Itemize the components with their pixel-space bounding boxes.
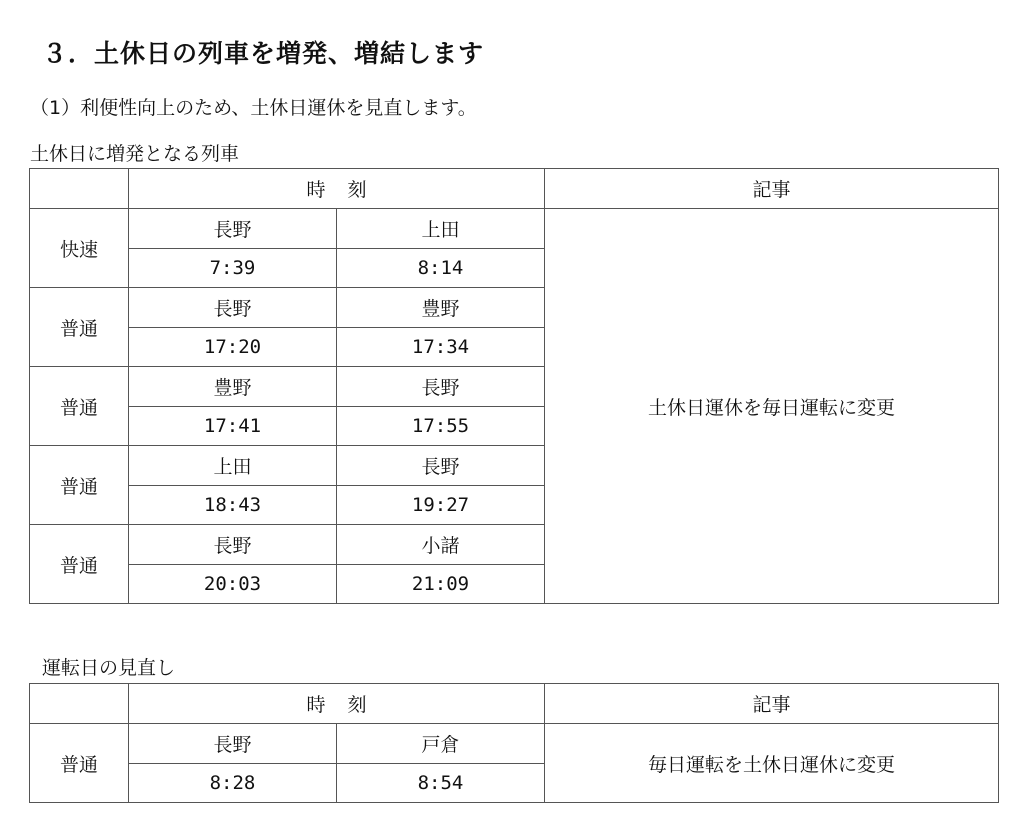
train-type-cell: 普通 [30,724,129,803]
additional-trains-table [29,168,999,604]
note-cell: 土休日運休を毎日運転に変更 [545,209,999,604]
header-blank-cell [30,684,129,724]
departure-time-cell: 8:28 [129,764,337,803]
page-heading: ３．土休日の列車を増発、増結します [42,39,485,68]
table-row [30,724,999,764]
table-header-row [30,169,999,209]
table-header-row [30,684,999,724]
train-type-cell: 普通 [30,525,129,604]
header-time-char: 時 [306,694,326,716]
departure-time-cell: 17:20 [129,328,337,367]
header-time-cell [129,684,545,724]
arrival-time-cell: 8:54 [337,764,545,803]
header-time-cell [129,169,545,209]
station-to-cell: 長野 [337,446,545,486]
station-from-cell: 長野 [129,209,337,249]
departure-time-cell: 7:39 [129,249,337,288]
departure-time-cell: 20:03 [129,565,337,604]
departure-time-cell: 17:41 [129,407,337,446]
arrival-time-cell: 8:14 [337,249,545,288]
arrival-time-cell: 17:34 [337,328,545,367]
station-to-cell: 小諸 [337,525,545,565]
header-note-cell: 記事 [545,169,999,209]
header-time-char: 時 [306,179,326,201]
table-row [30,209,999,249]
section-subheading: （1）利便性向上のため、土休日運休を見直します。 [30,97,477,119]
station-to-cell: 豊野 [337,288,545,328]
table-caption-operating-day-review: 運転日の見直し [42,657,176,679]
arrival-time-cell: 17:55 [337,407,545,446]
station-from-cell: 長野 [129,525,337,565]
station-to-cell: 上田 [337,209,545,249]
table-caption-additional-trains: 土休日に増発となる列車 [30,143,240,165]
station-from-cell: 長野 [129,288,337,328]
note-cell: 毎日運転を土休日運休に変更 [545,724,999,803]
station-from-cell: 上田 [129,446,337,486]
arrival-time-cell: 21:09 [337,565,545,604]
departure-time-cell: 18:43 [129,486,337,525]
operating-day-review-table [29,683,999,803]
station-from-cell: 豊野 [129,367,337,407]
station-to-cell: 戸倉 [337,724,545,764]
train-type-cell: 普通 [30,446,129,525]
header-time-char: 刻 [347,179,367,201]
header-blank-cell [30,169,129,209]
header-note-cell: 記事 [545,684,999,724]
header-time-char: 刻 [347,694,367,716]
station-from-cell: 長野 [129,724,337,764]
train-type-cell: 普通 [30,367,129,446]
arrival-time-cell: 19:27 [337,486,545,525]
train-type-cell: 普通 [30,288,129,367]
train-type-cell: 快速 [30,209,129,288]
station-to-cell: 長野 [337,367,545,407]
